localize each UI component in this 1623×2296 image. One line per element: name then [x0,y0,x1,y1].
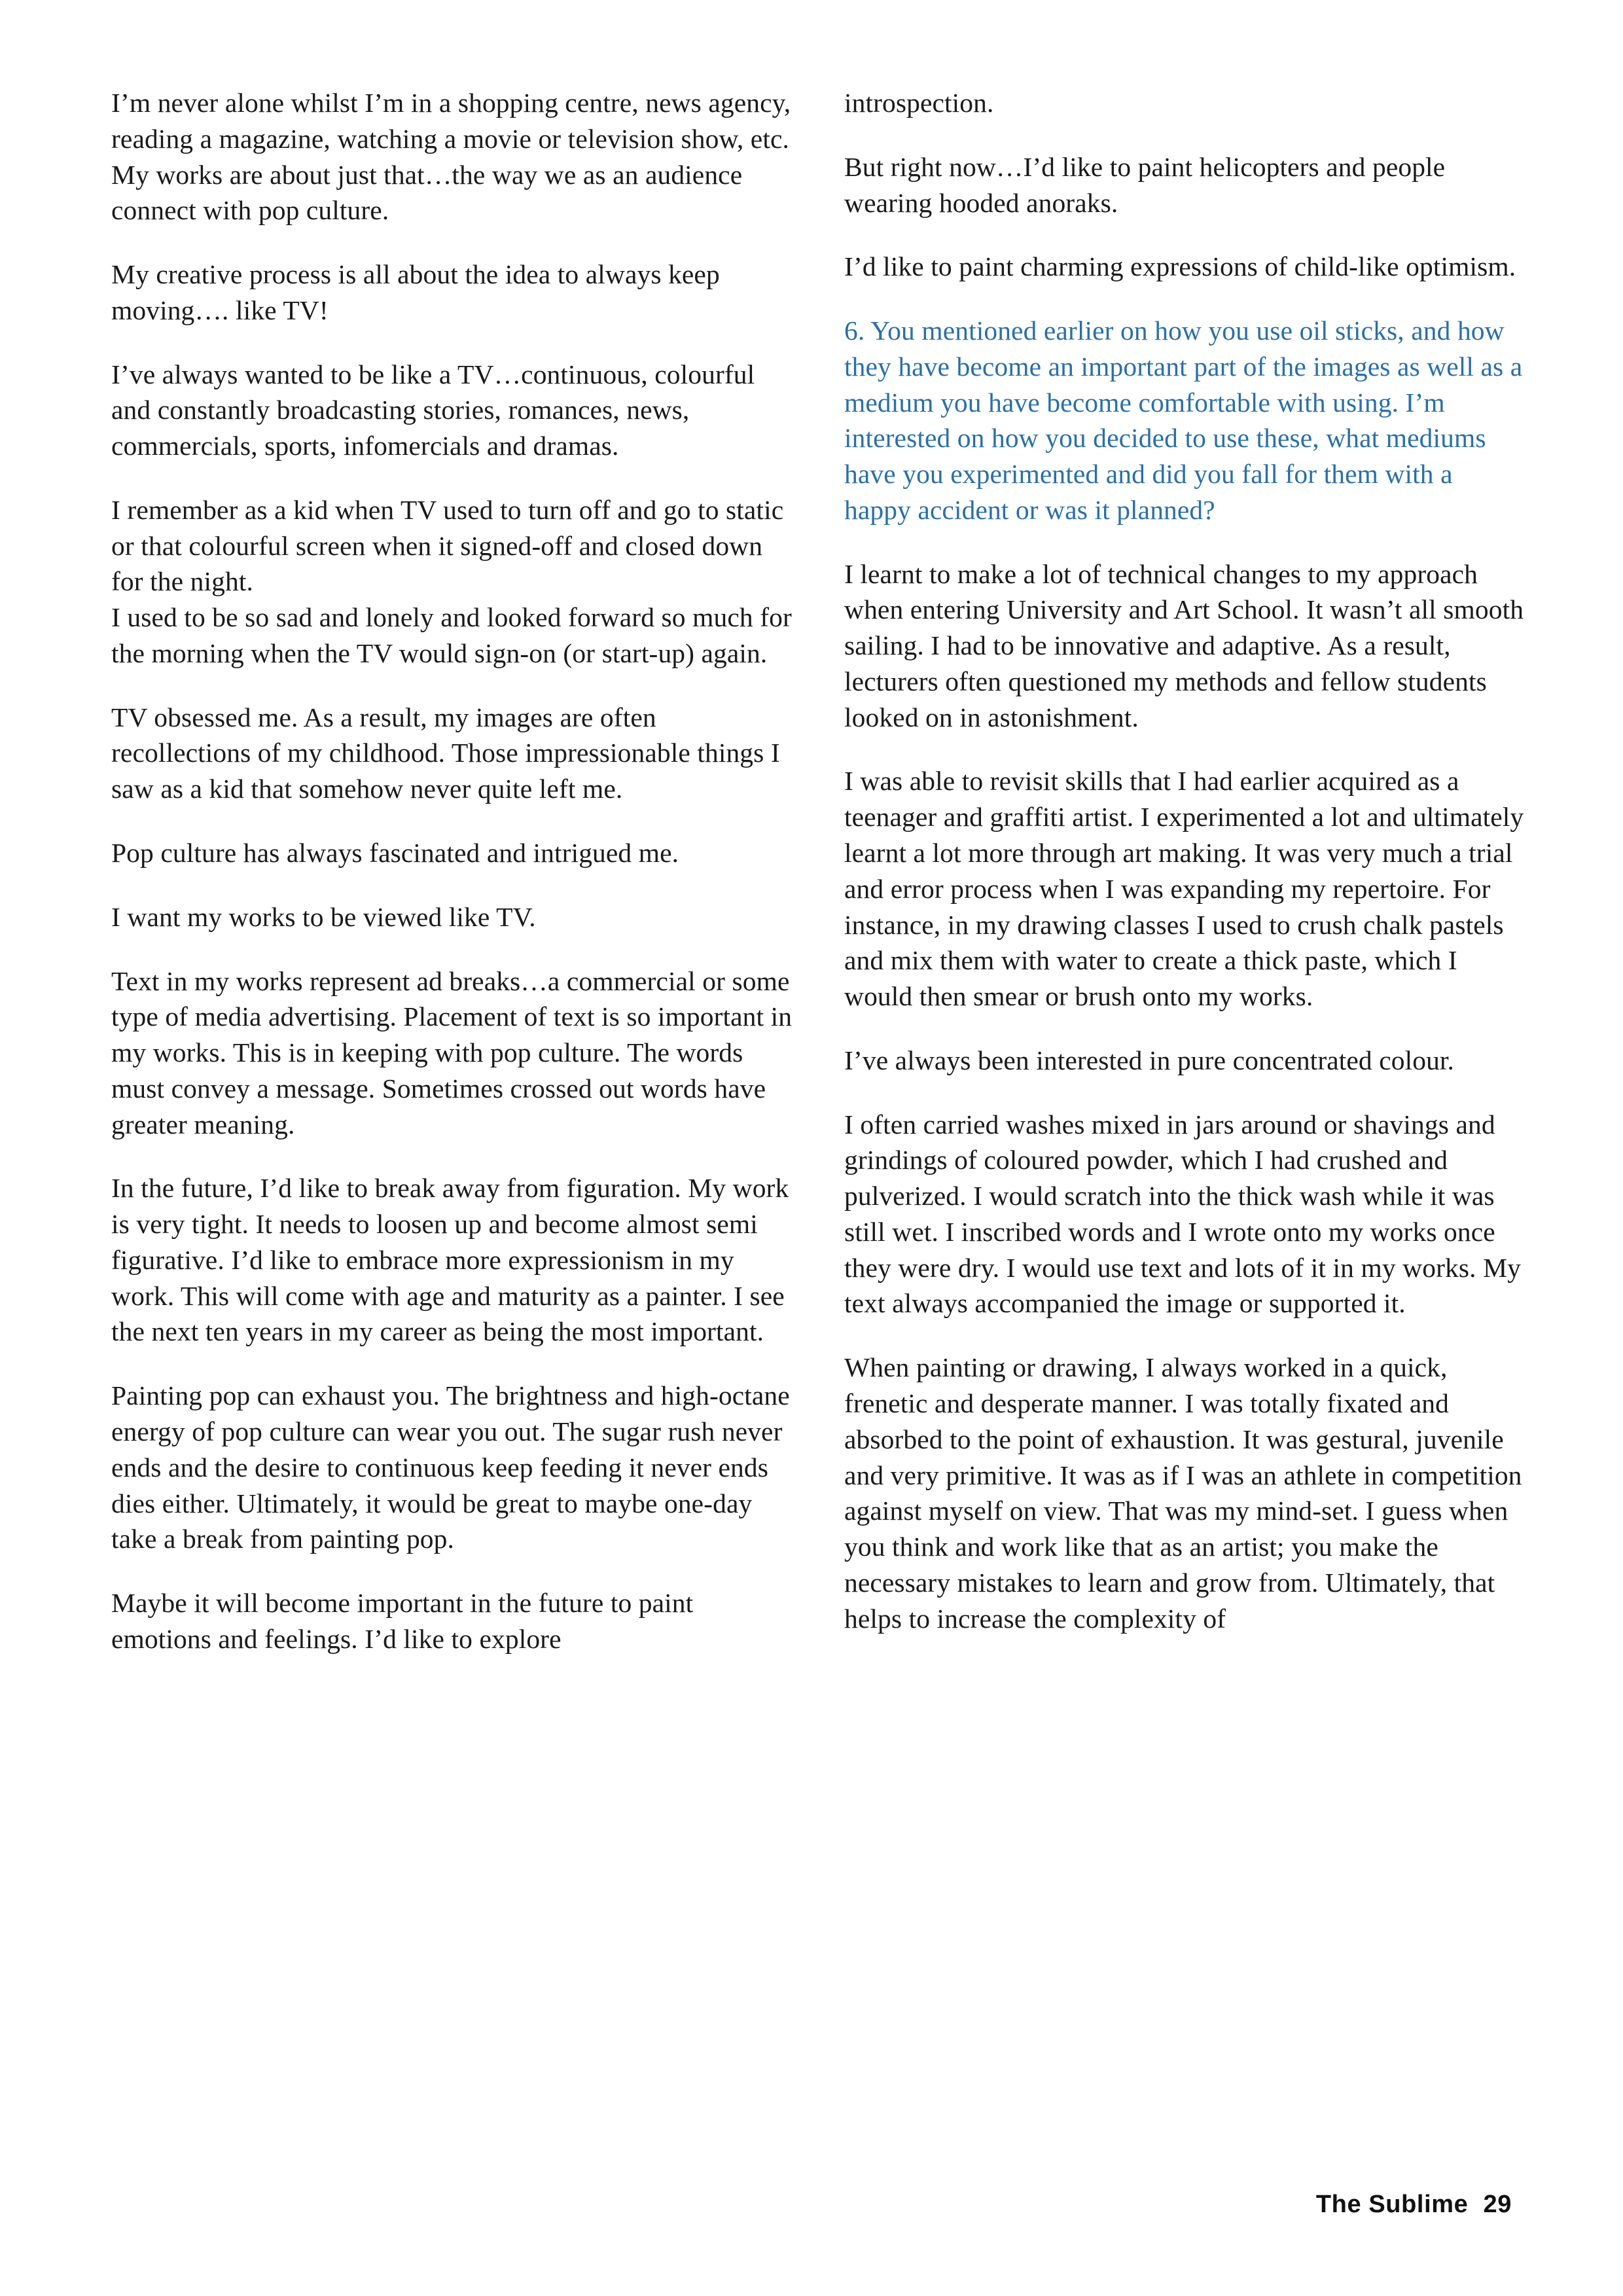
paragraph: TV obsessed me. As a result, my images are often recollections of my childhood. Those impressionable things I saw as a kid that somehow never quite left me. [111,702,780,804]
paragraph: I often carried washes mixed in jars around or shavings and grindings of coloured powder, which I had crushed and pulverized. I would scratch into the thick wash while it was still wet. I inscribed words and I wrote onto my works once they were dry. I would use text and lots of it in my works. My text always accompanied the image or supported it. [844,1109,1521,1319]
paragraph: I’d like to paint charming expressions of child-like optimism. [844,251,1516,282]
paragraph: My creative process is all about the idea to always keep moving…. like TV! [111,259,720,325]
paragraph: introspection. [844,88,994,118]
left-text-column [111,85,793,1685]
paragraph: When painting or drawing, I always worked in a quick, frenetic and desperate manner. I was totally fixated and absorbed to the point of exhaustion. It was gestural, juvenile and very primitive. It was as if I was an athlete in competition against myself on view. That was my mind-set. I guess when you think and work like that as an artist; you make the necessary mistakes to learn and grow from. Ultimately, that helps to increase the complexity of [844,1352,1522,1634]
page-number: 29 [1483,2191,1512,2218]
paragraph: Painting pop can exhaust you. The brightness and high-octane energy of pop culture can wear you out. The sugar rush never ends and the desire to continuous keep feeding it never ends dies either. Ultimately, it would be great to maybe one-day take a break from painting pop. [111,1380,790,1554]
paragraph: In the future, I’d like to break away from figuration. My work is very tight. It needs to loosen up and become almost semi figurative. I’d like to embrace more expressionism in my work. This will come with age and maturity as a painter. I see the next ten years in my career as being the most important. [111,1173,789,1347]
paragraph: I want my works to be viewed like TV. [111,901,536,932]
right-text-column [844,85,1526,1664]
paragraph: I’ve always been interested in pure concentrated colour. [844,1045,1455,1075]
two-column-layout [111,85,1524,2134]
paragraph: I used to be so sad and lonely and looked forward so much for the morning when the TV would sign-on (or start-up) again. [111,602,792,668]
paragraph: I was able to revisit skills that I had earlier acquired as a teenager and graffiti artist. I experimented a lot and ultimately learnt a lot more through art making. It was very much a trial and error process when I was expanding my repertoire. For instance, in my drawing classes I used to crush chalk pastels and mix them with water to create a thick paste, which I would then smear or brush onto my works. [844,766,1524,1012]
paragraph: Pop culture has always fascinated and intrigued me. [111,838,679,869]
page-footer [1316,2191,1512,2219]
paragraph: I’ve always wanted to be like a TV…continuous, colourful and constantly broadcasting stories, romances, news, commercials, sports, infomercials and dramas. [111,359,755,461]
paragraph: I remember as a kid when TV used to turn off and go to static or that colourful screen when it signed-off and closed down for the night. [111,494,784,597]
paragraph: I’m never alone whilst I’m in a shopping centre, news agency, reading a magazine, watching a movie or television show, etc. My works are about just that…the way we as an audience connect with pop culture. [111,88,791,226]
publication-title: The Sublime [1315,2191,1469,2218]
paragraph: Text in my works represent ad breaks…a commercial or some type of media advertising. Placement of text is so important in my works. This is in keeping with pop culture. The words must convey a message. Sometimes crossed out words have greater meaning. [111,965,793,1139]
interview-question: 6. You mentioned earlier on how you use oil sticks, and how they have become an important part of the images as well as a medium you have become comfortable with using. I’m interested on how you decided to use these, what mediums have you experimented and did you fall for them with a happy accident or was it planned? [844,315,1523,525]
paragraph: Maybe it will become important in the future to paint emotions and feelings. I’d like to explore [111,1588,694,1654]
paragraph: But right now…I’d like to paint helicopters and people wearing hooded anoraks. [844,151,1446,218]
paragraph: I learnt to make a lot of technical changes to my approach when entering University and Art School. It wasn’t all smooth sailing. I had to be innovative and adaptive. As a result, lecturers often questioned my methods and fellow students looked on in astonishment. [844,558,1524,732]
